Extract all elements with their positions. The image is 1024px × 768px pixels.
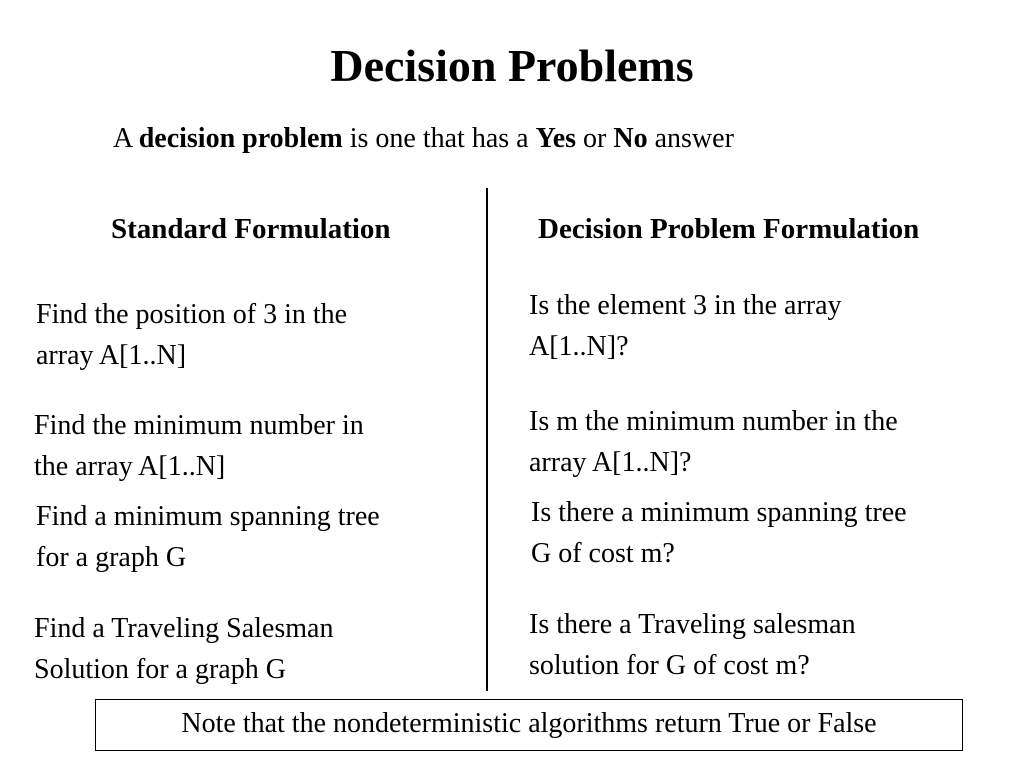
item-line: solution for G of cost m? (529, 650, 810, 681)
standard-item-tsp (34, 608, 333, 690)
item-line: Is there a Traveling salesman (529, 609, 856, 640)
item-line: Is m the minimum number in the (529, 406, 898, 437)
item-line: array A[1..N] (36, 340, 187, 371)
definition-part: A (113, 123, 139, 154)
item-line: Find a minimum spanning tree (36, 501, 380, 532)
item-line: Is the element 3 in the array (529, 290, 842, 321)
item-line: Is there a minimum spanning tree (531, 497, 907, 528)
item-line: Solution for a graph G (34, 654, 286, 685)
slide-title: Decision Problems (330, 40, 694, 91)
item-line: the array A[1..N] (34, 451, 226, 482)
definition-part: answer (647, 123, 734, 154)
decision-formulation-header: Decision Problem Formulation (538, 213, 920, 245)
item-line: A[1..N]? (529, 331, 629, 362)
standard-item-position (36, 294, 347, 376)
standard-formulation-header: Standard Formulation (111, 213, 391, 245)
definition-part: or (576, 123, 614, 154)
column-divider (486, 188, 488, 691)
item-line: G of cost m? (531, 538, 675, 569)
definition-term: decision problem (138, 123, 343, 154)
definition-text (113, 122, 734, 156)
decision-item-tsp (529, 604, 856, 686)
definition-part: is one that has a (342, 123, 536, 154)
definition-no: No (613, 123, 648, 154)
decision-item-minimum (529, 401, 898, 483)
item-line: Find the minimum number in (34, 410, 364, 441)
definition-yes: Yes (535, 123, 577, 154)
item-line: Find a Traveling Salesman (34, 613, 334, 644)
note-box: Note that the nondeterministic algorithms return True or False (95, 699, 963, 751)
decision-item-mst (531, 492, 907, 574)
decision-item-position (529, 285, 842, 367)
item-line: Find the position of 3 in the (36, 299, 348, 330)
item-line: array A[1..N]? (529, 447, 692, 478)
standard-item-mst (36, 496, 380, 578)
item-line: for a graph G (36, 542, 187, 573)
standard-item-minimum (34, 405, 364, 487)
